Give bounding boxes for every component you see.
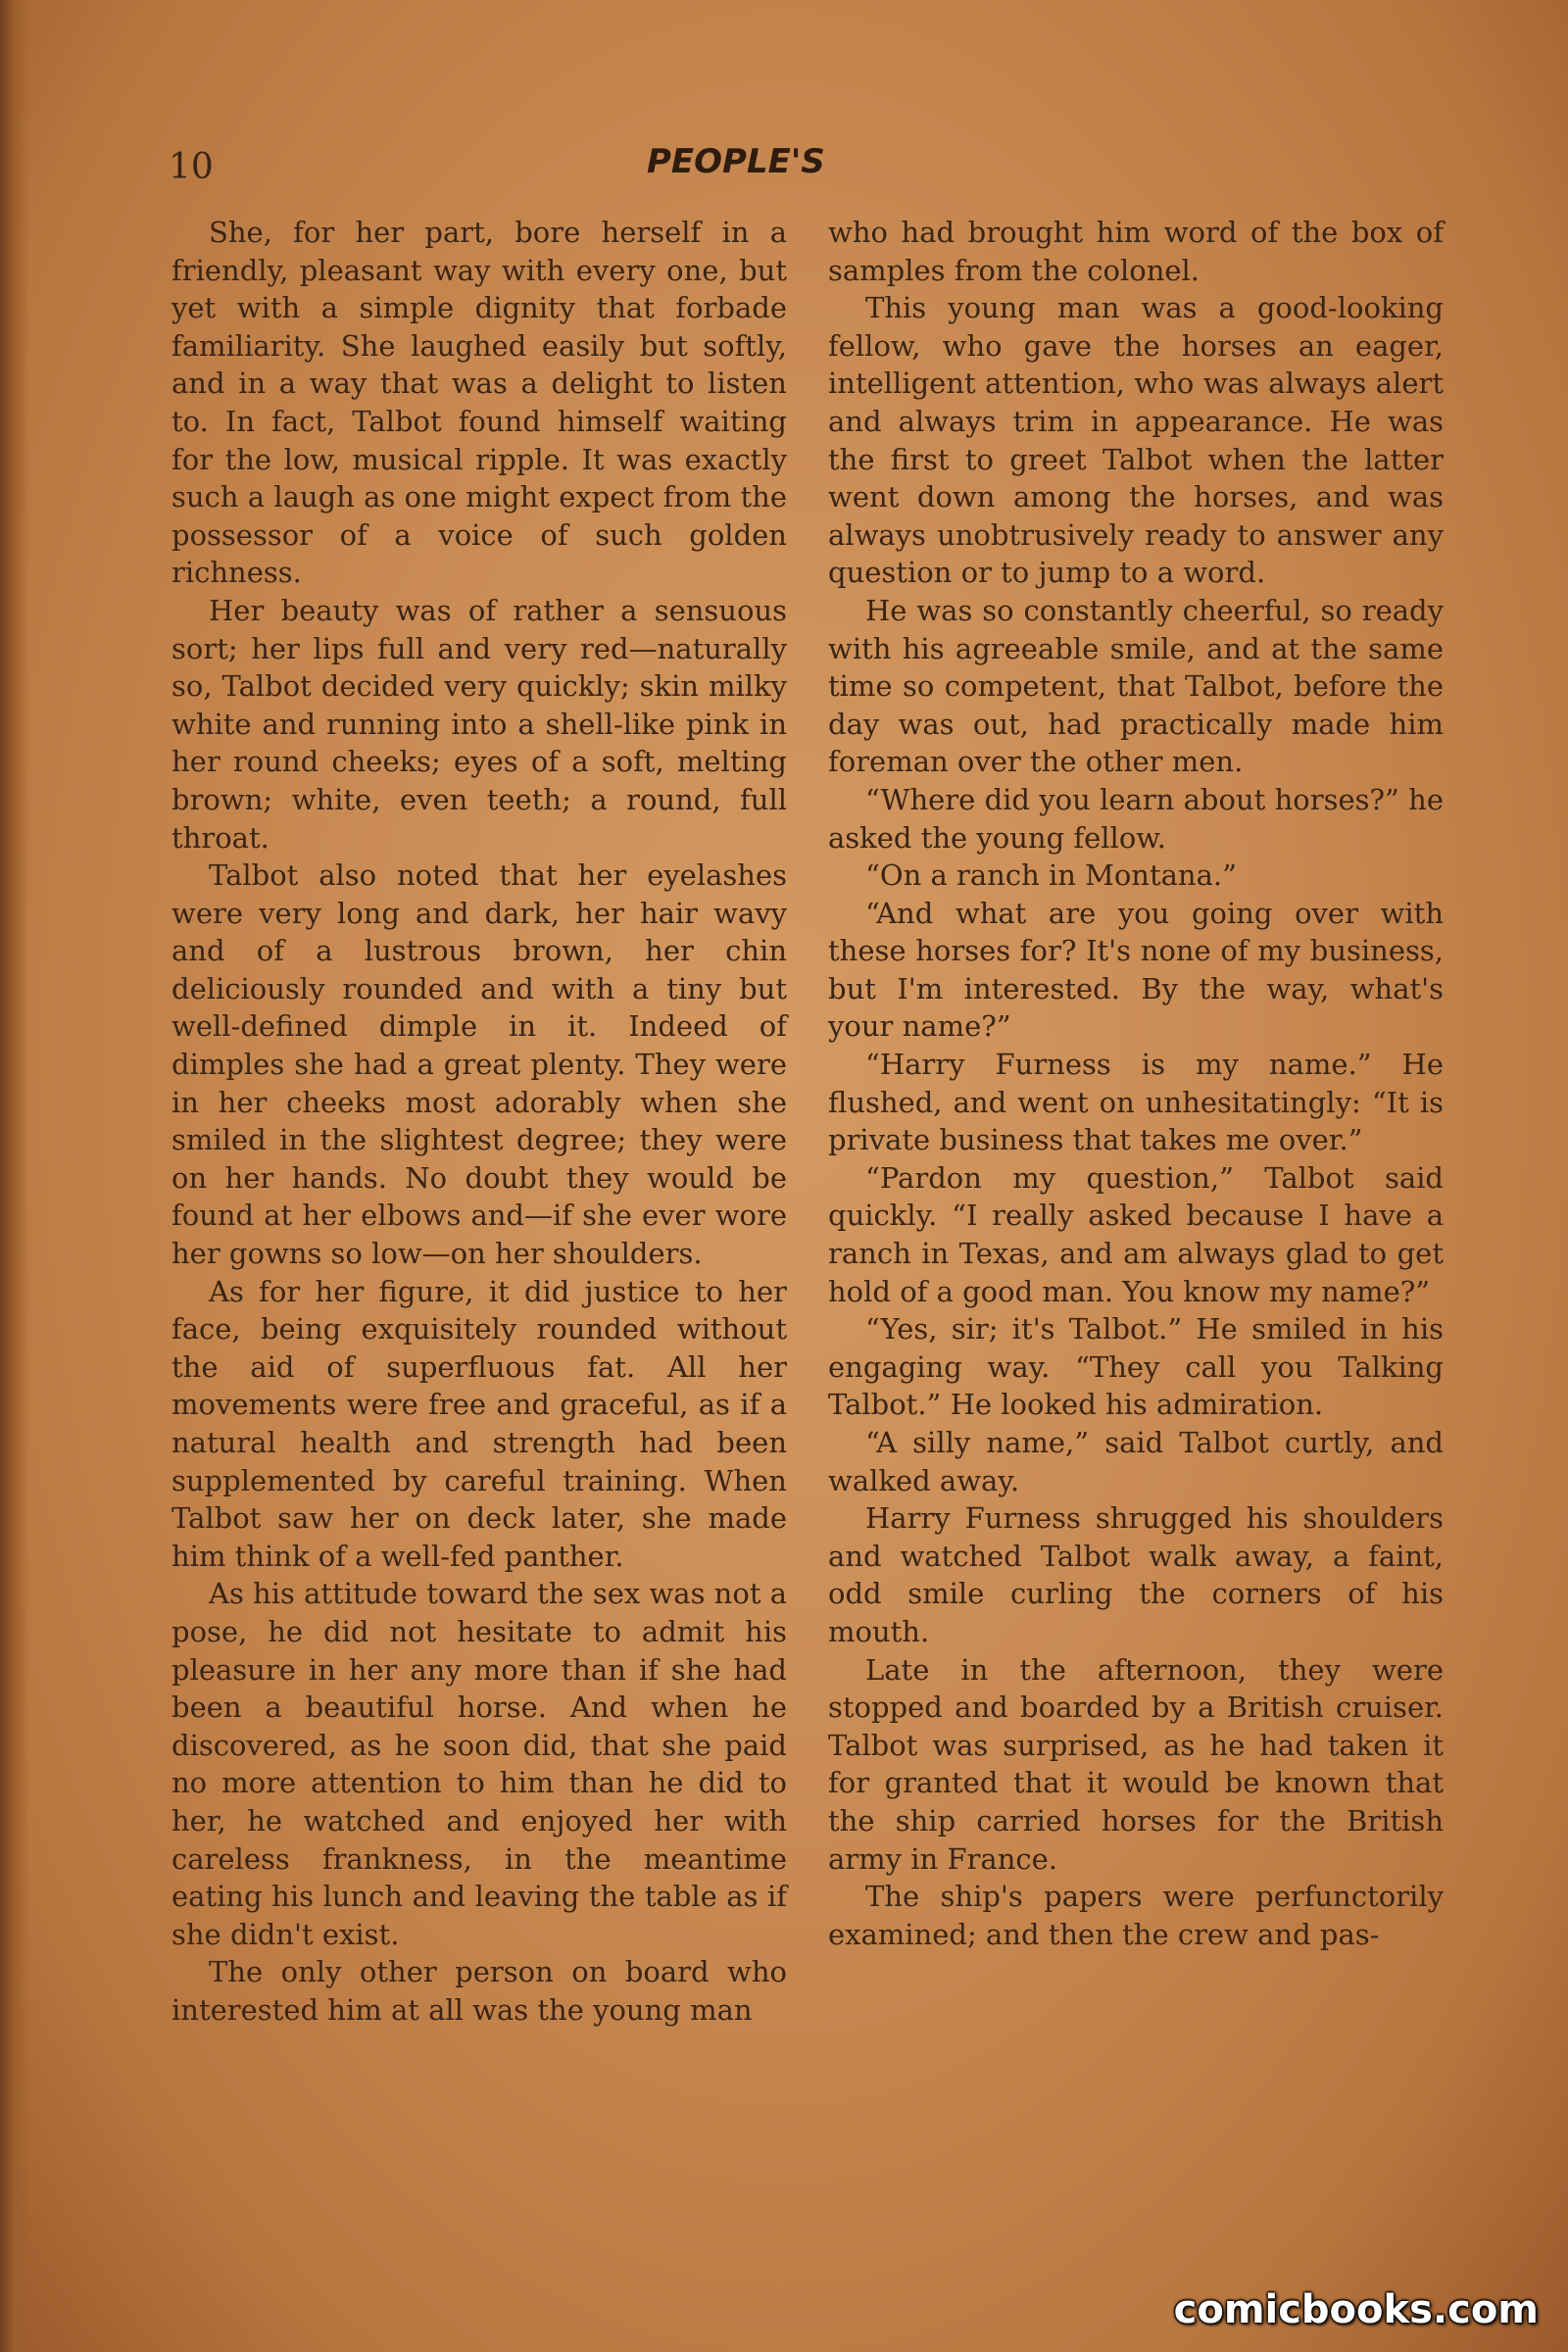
page-number: 10 [169,147,214,187]
page-edge-shadow [0,0,29,2352]
paragraph: Her beauty was of rather a sensuous sort; her lips full and very red—naturally so, Talbot decided very quickly; skin milky white and running into a shell-like pink in her round cheeks; eyes of a soft, melting brown; white, even teeth; a round, full throat. [172,593,787,855]
watermark: comicbooks.com [1173,2287,1539,2332]
paragraph: The ship's papers were perfunctorily examined; and then the crew and pas- [828,1880,1444,1951]
paragraph: He was so constantly cheerful, so ready with his agreeable smile, and at the same time so competent, that Talbot, before the day was out, had practically made him foreman over the other men. [828,593,1444,779]
paragraph: Harry Furness shrugged his shoulders and watched Talbot walk away, a faint, odd smile curling the corners of his mouth. [828,1501,1444,1648]
paragraph: As his attitude toward the sex was not a pose, he did not hesitate to admit his pleasure in her any more than if she had been a beautiful horse. And when he discovered, as he soon did, that she paid no more attention to him than he did to her, he watched and enjoyed her with careless frankness, in the meantime eating his lunch and leaving the table as if she didn't exist. [172,1577,787,1951]
paragraph: “And what are you going over with these horses for? It's none of my business, but I'm interested. By the way, what's your name?” [828,896,1444,1044]
paragraph: This young man was a good-looking fellow, who gave the horses an eager, intelligent attention, who was always alert and always trim in appearance. He was the first to greet Talbot when the latter went down among the horses, and was always unobtrusively ready to answer any question or to jump to a word. [828,291,1444,590]
paragraph-continuation: who had brought him word of the box of samples from the colonel. [828,216,1444,287]
paragraph: “Pardon my question,” Talbot said quickly. “I really asked because I have a ranch in Texas, and am always glad to get hold of a good man. You know my name?” [828,1160,1444,1308]
right-column [828,214,1444,1953]
paragraph: She, for her part, bore herself in a friendly, pleasant way with every one, but yet with a simple dignity that forbade familiarity. She laughed easily but softly, and in a way that was a delight to listen to. In fact, Talbot found himself waiting for the low, musical ripple. It was exactly such a laugh as one might expect from the possessor of a voice of such golden richness. [172,216,787,590]
paragraph: “On a ranch in Montana.” [865,858,1237,893]
running-head: PEOPLE'S [647,142,825,181]
paragraph: The only other person on board who interested him at all was the young man [172,1955,787,2027]
paragraph: “Where did you learn about horses?” he asked the young fellow. [828,782,1444,855]
paragraph: “A silly name,” said Talbot curtly, and walked away. [828,1426,1444,1497]
left-column [172,214,787,2030]
paragraph: Late in the afternoon, they were stopped and boarded by a British cruiser. Talbot was surprised, as he had taken it for granted that it would be known that the ship carried horses for the British army in France. [828,1652,1444,1876]
paragraph: Talbot also noted that her eyelashes were very long and dark, her hair wavy and of a lustrous brown, her chin deliciously rounded and with a tiny but well-defined dimple in it. Indeed of dimples she had a great plenty. They were in her cheeks most adorably when she smiled in the slightest degree; they were on her hands. No doubt they would be found at her elbows and—if she ever wore her gowns so low—on her shoulders. [172,858,787,1271]
paragraph: As for her figure, it did justice to her face, being exquisitely rounded without the aid of superfluous fat. All her movements were free and graceful, as if a natural health and strength had been supplemented by careful training. When Talbot saw her on deck later, she made him think of a well-fed panther. [172,1274,787,1573]
paragraph: “Yes, sir; it's Talbot.” He smiled in his engaging way. “They call you Talking Talbot.” He looked his admiration. [828,1312,1444,1422]
paragraph: “Harry Furness is my name.” He flushed, and went on unhesitatingly: “It is private business that takes me over.” [828,1048,1444,1157]
